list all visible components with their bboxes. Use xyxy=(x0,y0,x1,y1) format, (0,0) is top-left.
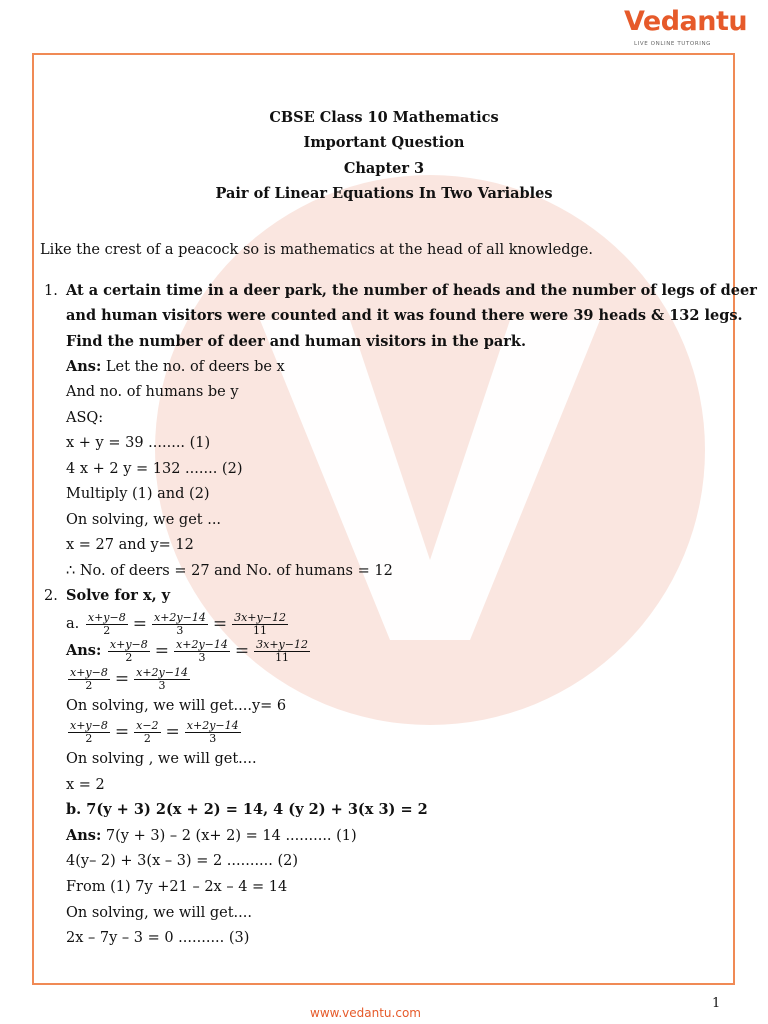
q2-pair-equation: $\frac{x+y-8}{2}$ = $\frac{x+2y-14}{3}$ xyxy=(70,665,188,692)
q2-b-answer-line xyxy=(66,826,357,846)
q1-ans-label: Ans: xyxy=(66,358,102,375)
q2-question: Solve for x, y xyxy=(66,587,171,604)
logo-tagline: LIVE ONLINE TUTORING xyxy=(634,41,712,47)
q2-b-ans-label: Ans: xyxy=(66,827,102,844)
fraction: $\frac{x+2y-14}{3}$ xyxy=(136,665,188,692)
q2-a-step-1: On solving, we will get....y= 6 xyxy=(66,698,287,714)
q1-ans-first: Let the no. of deers be x xyxy=(101,359,285,375)
q2-b-ans-first: 7(y + 3) – 2 (x+ 2) = 14 .......... (1) xyxy=(101,828,357,844)
q2-a-step-3: x = 2 xyxy=(66,777,105,793)
q2-b-step: From (1) 7y +21 – 2x – 4 = 14 xyxy=(66,879,288,895)
quote: Like the crest of a peacock so is mathematics at the head of all knowledge. xyxy=(40,242,593,258)
page-number: 1 xyxy=(712,996,721,1011)
q2-number: 2. xyxy=(44,588,58,604)
doc-title-line-4: Pair of Linear Equations In Two Variables xyxy=(215,185,553,202)
q1-number: 1. xyxy=(44,283,58,299)
doc-title-line-1: CBSE Class 10 Mathematics xyxy=(269,109,499,126)
q2-b-step: 2x – 7y – 3 = 0 .......... (3) xyxy=(66,930,250,946)
q1-step: x = 27 and y= 12 xyxy=(66,537,194,553)
q1-text-line-1: At a certain time in a deer park, the number of heads and the number of legs of deer xyxy=(66,282,757,299)
fraction: $\frac{x+2y-14}{3}$ xyxy=(186,718,239,745)
q1-step: ASQ: xyxy=(66,410,104,426)
q1-step: Multiply (1) and (2) xyxy=(66,486,210,502)
q1-step: ∴ No. of deers = 27 and No. of humans = 12 xyxy=(66,563,393,579)
fraction: $\frac{3x+y-12}{11}$ xyxy=(234,610,286,637)
q1-text-line-3: Find the number of deer and human visitors in the park. xyxy=(66,333,526,350)
q1-step: And no. of humans be y xyxy=(66,384,239,400)
q2-a-step-2: On solving , we will get.... xyxy=(66,751,257,767)
q1-answer-line xyxy=(66,357,285,377)
q2-part-b: b. 7(y + 3) 2(x + 2) = 14, 4 (y 2) + 3(x 3) = 2 xyxy=(66,801,428,818)
q1-step: On solving, we get ... xyxy=(66,512,222,528)
fraction: $\frac{x+2y-14}{3}$ xyxy=(153,610,206,637)
fraction: $\frac{x+y-8}{2}$ xyxy=(87,610,126,637)
part-a-label: a. xyxy=(66,616,80,632)
q1-step: 4 x + 2 y = 132 ....... (2) xyxy=(66,461,243,477)
vedantu-logo xyxy=(624,6,748,50)
q2-b-step: On solving, we will get.... xyxy=(66,905,252,921)
doc-title-line-2: Important Question xyxy=(303,134,465,151)
doc-title-line-3: Chapter 3 xyxy=(343,160,425,177)
q1-step: x + y = 39 ........ (1) xyxy=(66,435,211,451)
fraction: $\frac{x+y-8}{2}$ xyxy=(70,718,108,745)
fraction: $\frac{x-2}{2}$ xyxy=(136,718,159,745)
fraction: $\frac{3x+y-12}{11}$ xyxy=(256,637,308,664)
q2-second-equation: $\frac{x+y-8}{2}$ = $\frac{x-2}{2}$ = $\frac{x+2y-14}{3}$ xyxy=(70,718,239,745)
logo-wordmark: Vedantu xyxy=(624,6,748,37)
fraction: $\frac{x+y-8}{2}$ xyxy=(70,665,108,692)
q2-b-step: 4(y– 2) + 3(x – 3) = 2 .......... (2) xyxy=(66,853,299,869)
q2-ans-label: Ans: xyxy=(66,642,102,659)
fraction: $\frac{x+2y-14}{3}$ xyxy=(176,637,228,664)
q2-part-a-equation: a. $\frac{x+y-8}{2}$ = $\frac{x+2y-14}{3}$ = $\frac{3x+y-12}{11}$ xyxy=(66,610,286,637)
footer-url-link[interactable]: www.vedantu.com xyxy=(310,1006,421,1020)
q1-text-line-2: and human visitors were counted and it was found there were 39 heads & 132 legs. xyxy=(66,307,743,324)
fraction: $\frac{x+y-8}{2}$ xyxy=(109,637,148,664)
q2-ans-equation: Ans: $\frac{x+y-8}{2}$ = $\frac{x+2y-14}{3}$ = $\frac{3x+y-12}{11}$ xyxy=(66,637,308,664)
